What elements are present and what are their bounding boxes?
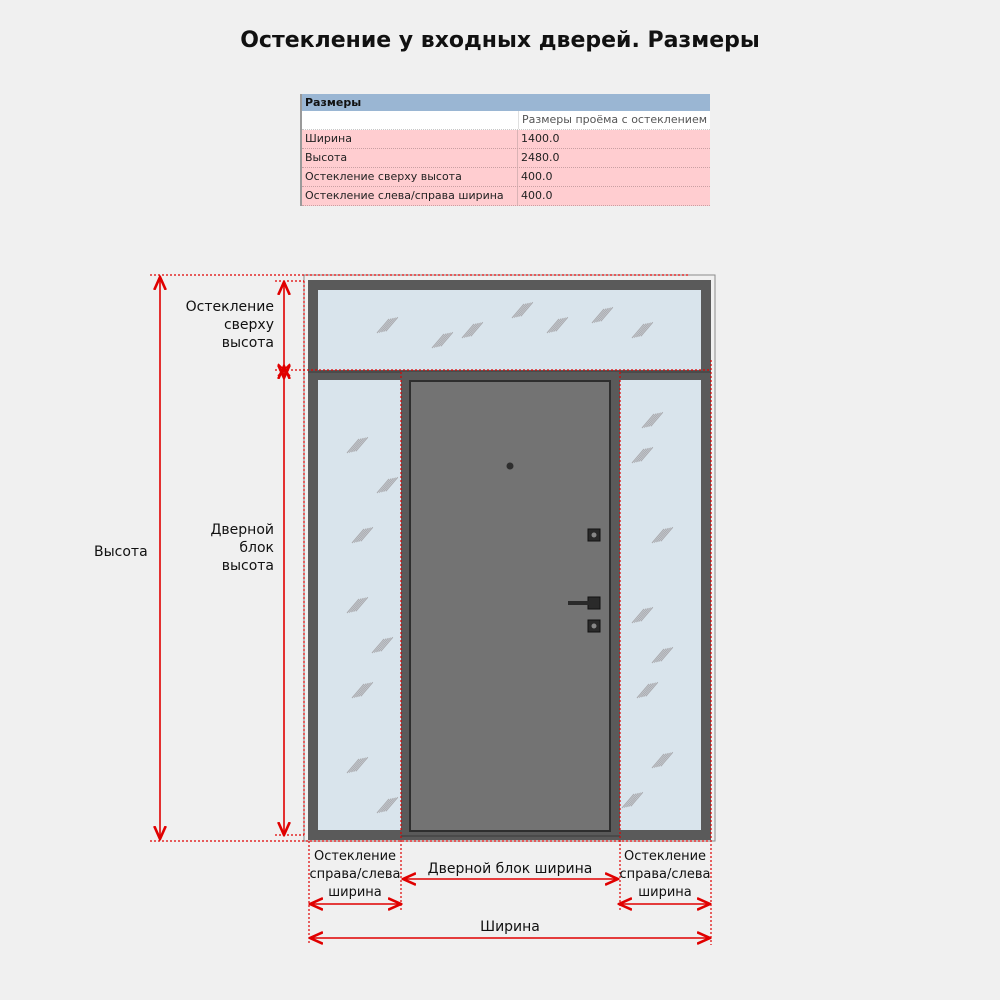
property-name: Остекление слева/справа ширина [302, 187, 518, 205]
label-line: справа/слева [619, 867, 711, 882]
label-line: блок [239, 540, 274, 556]
property-name: Ширина [302, 130, 518, 148]
label-line: высота [221, 558, 274, 574]
door-block-height-label [150, 521, 274, 575]
label-line: высота [221, 335, 274, 351]
height-label: Высота [94, 544, 148, 560]
page-title: Остекление у входных дверей. Размеры [240, 28, 760, 53]
property-name: Высота [302, 149, 518, 167]
door-block-width-label: Дверной блок ширина [427, 861, 593, 877]
label-line: Остекление [185, 299, 274, 315]
property-value[interactable]: 400.0 [521, 170, 553, 183]
label-line: Дверной [210, 522, 274, 538]
property-value[interactable]: 2480.0 [521, 151, 560, 164]
property-name: Остекление сверху высота [302, 168, 518, 186]
label-line: ширина [638, 885, 692, 900]
property-value[interactable]: 400.0 [521, 189, 553, 202]
top-glazing-height-label [150, 298, 274, 352]
label-line: ширина [328, 885, 382, 900]
width-label: Ширина [480, 919, 540, 935]
label-line: сверху [223, 317, 274, 333]
left-glazing-width-label [306, 848, 404, 902]
label-line: Остекление [623, 849, 707, 864]
top-glass-panel [318, 290, 701, 370]
properties-group-header[interactable]: Размеры [302, 94, 710, 111]
peephole-icon [507, 463, 514, 470]
right-glazing-width-label [616, 848, 714, 902]
properties-column-label: Размеры проёма с остеклением [518, 111, 710, 129]
label-line: справа/слева [309, 867, 401, 882]
label-line: Остекление [313, 849, 397, 864]
door-leaf [410, 381, 610, 831]
property-value[interactable]: 1400.0 [521, 132, 560, 145]
